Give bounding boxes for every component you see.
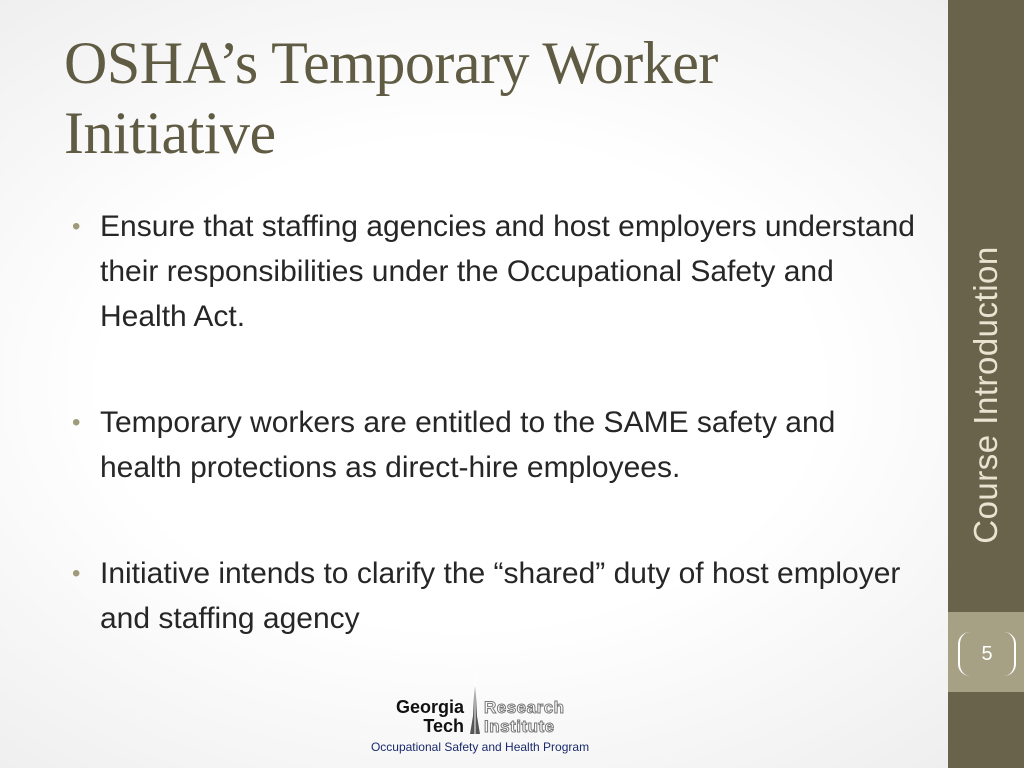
logo-line-tech: Tech [423,716,464,736]
footer-program: Occupational Safety and Health Program [370,740,590,754]
bullet-dot: • [72,213,81,240]
slide-title [64,28,924,168]
title-line-1: OSHA’s Temporary Worker [64,30,718,96]
bullet-text: Ensure that staffing agencies and host employers understand their responsibilities under the Occupational Safety and Health Act. [100,210,915,333]
logo-line-georgia: Georgia [395,697,464,717]
logo-research-institute [484,698,565,736]
bullet-item [72,204,922,339]
section-label: Course Introduction [967,246,1004,544]
logo-georgia-tech [372,698,464,736]
bullet-item [72,400,922,490]
bullet-item [72,551,922,641]
title-line-2: Initiative [64,100,276,166]
bullet-dot: • [72,560,81,587]
page-number: 5 [958,632,1016,676]
bullet-text: Temporary workers are entitled to the SAME safety and health protections as direct-hire employees. [100,406,836,484]
logo-line-institute: Institute [484,717,555,736]
bullet-dot: • [72,409,81,436]
bullet-text: Initiative intends to clarify the “shared” duty of host employer and staffing agency [100,557,901,635]
tower-spire-icon [468,676,482,734]
logo-line-research: Research [484,698,565,717]
section-label-container [948,0,1024,610]
gtri-logo [372,676,592,736]
